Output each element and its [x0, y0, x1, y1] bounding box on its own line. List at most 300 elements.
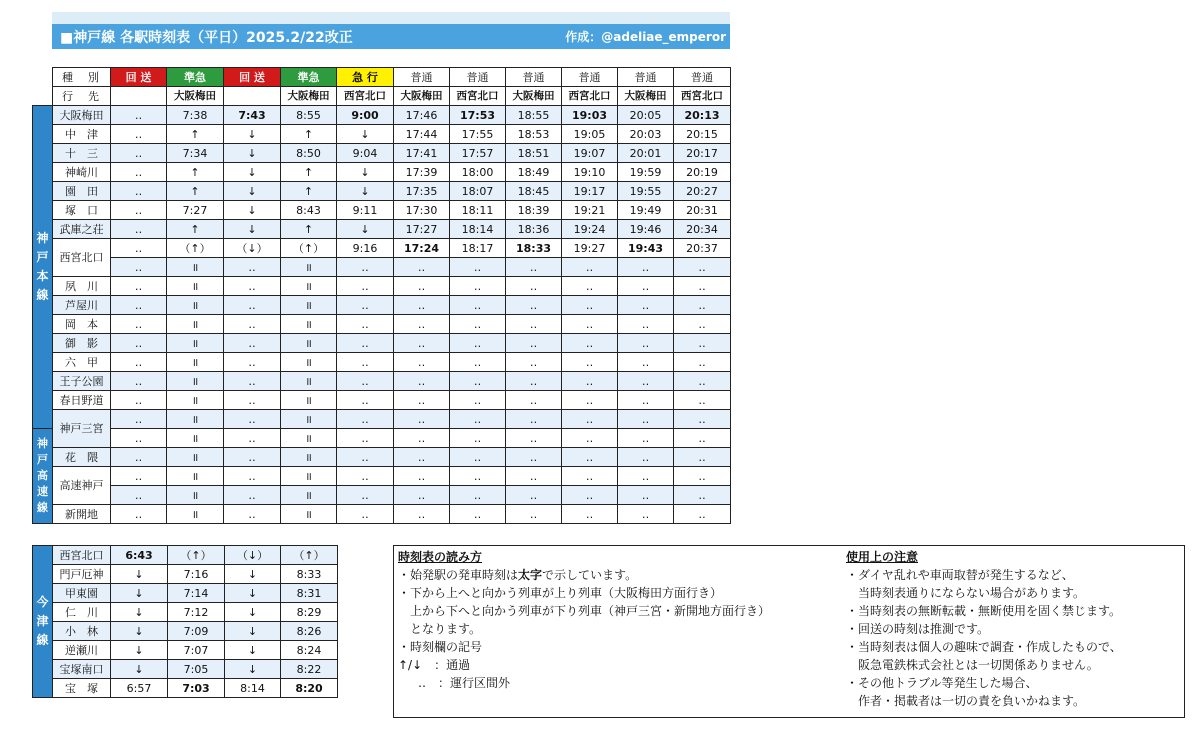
time-cell: 20:05: [618, 106, 674, 125]
legend-text: 阪急電鉄株式会社とは一切関係ありません。: [858, 658, 1099, 672]
time-cell: 7:05: [168, 660, 225, 679]
time-cell: 17:41: [394, 144, 450, 163]
time-cell: ॥: [281, 429, 337, 448]
time-cell: ‥: [394, 315, 450, 334]
time-cell: ‥: [337, 296, 394, 315]
time-cell: ॥: [281, 372, 337, 391]
time-cell: ↓: [225, 584, 281, 603]
time-cell: ॥: [281, 486, 337, 505]
station-row: [33, 505, 731, 524]
time-cell: 18:53: [506, 125, 562, 144]
time-cell: 17:46: [394, 106, 450, 125]
train-destination-cell: 大阪梅田: [618, 87, 674, 106]
station-name: 園 田: [53, 182, 111, 201]
time-cell: ‥: [111, 315, 167, 334]
imazu-line-timetable: [32, 545, 338, 698]
time-cell: ‥: [506, 315, 562, 334]
time-cell: ‥: [674, 486, 731, 505]
time-cell: ↓: [225, 660, 281, 679]
legend-line: [398, 638, 838, 656]
time-cell: 7:03: [168, 679, 225, 698]
time-cell: 17:55: [450, 125, 506, 144]
legend-text: となります。: [410, 622, 482, 636]
legend-line: [398, 656, 838, 674]
time-cell: ‥: [618, 410, 674, 429]
station-name: 小 林: [53, 622, 111, 641]
time-cell: 19:03: [562, 106, 618, 125]
station-name: 高速神戸: [53, 467, 111, 505]
train-destination-cell: 西宮北口: [450, 87, 506, 106]
time-cell: ‥: [562, 391, 618, 410]
train-type-cell: 普通: [562, 68, 618, 87]
time-cell: ‥: [562, 429, 618, 448]
time-cell: ‥: [111, 391, 167, 410]
legend-text: ・その他トラブル等発生した場合、: [846, 676, 1038, 690]
time-cell: 8:24: [281, 641, 338, 660]
time-cell: ‥: [394, 391, 450, 410]
time-cell: ↑: [281, 220, 337, 239]
time-cell: ॥: [167, 410, 224, 429]
time-cell: 9:04: [337, 144, 394, 163]
time-cell: ‥: [337, 334, 394, 353]
time-cell: ↓: [224, 182, 281, 201]
time-cell: ‥: [450, 410, 506, 429]
train-type-cell: 普通: [618, 68, 674, 87]
station-row: [33, 315, 731, 334]
station-name: 宝塚南口: [53, 660, 111, 679]
time-cell: ॥: [281, 353, 337, 372]
time-cell: ‥: [394, 486, 450, 505]
time-cell: 19:43: [618, 239, 674, 258]
time-cell: 17:27: [394, 220, 450, 239]
time-cell: 19:17: [562, 182, 618, 201]
time-cell: ‥: [562, 467, 618, 486]
time-cell: ‥: [111, 486, 167, 505]
time-cell: ॥: [281, 334, 337, 353]
time-cell: ‥: [674, 334, 731, 353]
station-row: [33, 603, 338, 622]
time-cell: ॥: [167, 353, 224, 372]
time-cell: 20:17: [674, 144, 731, 163]
time-cell: ‥: [562, 372, 618, 391]
line-name-char: 高: [37, 469, 48, 482]
time-cell: ‥: [674, 410, 731, 429]
time-cell: ‥: [111, 296, 167, 315]
time-cell: ↓: [225, 565, 281, 584]
time-cell: 18:51: [506, 144, 562, 163]
time-cell: 7:38: [167, 106, 224, 125]
time-cell: ‥: [394, 372, 450, 391]
time-cell: 19:46: [618, 220, 674, 239]
time-cell: ↑: [281, 163, 337, 182]
time-cell: ॥: [281, 391, 337, 410]
time-cell: ‥: [674, 429, 731, 448]
legend-line: [846, 692, 1181, 710]
time-cell: ‥: [562, 258, 618, 277]
time-cell: ‥: [224, 296, 281, 315]
time-cell: 17:35: [394, 182, 450, 201]
time-cell: ‥: [337, 505, 394, 524]
time-cell: ‥: [450, 334, 506, 353]
time-cell: ॥: [281, 505, 337, 524]
train-type-cell: 普通: [674, 68, 731, 87]
station-row: [33, 125, 731, 144]
time-cell: 17:39: [394, 163, 450, 182]
time-cell: ‥: [111, 467, 167, 486]
time-cell: 8:31: [281, 584, 338, 603]
time-cell: ‥: [111, 277, 167, 296]
train-type-cell: 普通: [506, 68, 562, 87]
legend-line: [398, 620, 838, 638]
line-name-char: 戸: [37, 453, 48, 466]
legend-title: 時刻表の読み方: [398, 550, 483, 564]
time-cell: ↓: [111, 660, 168, 679]
time-cell: 20:19: [674, 163, 731, 182]
time-cell: 7:34: [167, 144, 224, 163]
station-row: [33, 679, 338, 698]
author-credit: 作成：@adeliae_emperor: [565, 30, 726, 44]
time-cell: ‥: [618, 505, 674, 524]
destination-header-row: [33, 87, 731, 106]
time-cell: 18:49: [506, 163, 562, 182]
time-cell: ‥: [506, 410, 562, 429]
time-cell: ‥: [111, 258, 167, 277]
time-cell: 20:13: [674, 106, 731, 125]
time-cell: ↑: [167, 163, 224, 182]
time-cell: ‥: [562, 315, 618, 334]
time-cell: 8:20: [281, 679, 338, 698]
time-cell: 7:07: [168, 641, 225, 660]
station-name: 仁 川: [53, 603, 111, 622]
legend-line: [846, 620, 1181, 638]
station-name: 花 隈: [53, 448, 111, 467]
time-cell: ‥: [618, 372, 674, 391]
time-cell: ॥: [167, 334, 224, 353]
train-destination-cell: [111, 87, 167, 106]
time-cell: 19:21: [562, 201, 618, 220]
time-cell: ‥: [111, 239, 167, 258]
line-name-char: 神: [37, 437, 48, 450]
time-cell: ‥: [111, 505, 167, 524]
time-cell: 18:39: [506, 201, 562, 220]
time-cell: ‥: [394, 505, 450, 524]
station-name: 西宮北口: [53, 546, 111, 565]
time-cell: 18:55: [506, 106, 562, 125]
time-cell: ‥: [450, 353, 506, 372]
legend-line: [846, 674, 1181, 692]
legend-text: ↑/↓ ：通過: [398, 658, 471, 672]
station-row: [33, 353, 731, 372]
station-row: [33, 467, 731, 486]
station-name: 塚 口: [53, 201, 111, 220]
legend-text: ・下から上へと向かう列車が上り列車（大阪梅田方面行き）: [398, 586, 723, 600]
time-cell: ॥: [281, 258, 337, 277]
station-row: [33, 660, 338, 679]
time-cell: ‥: [337, 315, 394, 334]
time-cell: ‥: [337, 448, 394, 467]
time-cell: ‥: [506, 448, 562, 467]
time-cell: ॥: [281, 315, 337, 334]
time-cell: 6:43: [111, 546, 168, 565]
time-cell: ↓: [111, 565, 168, 584]
time-cell: ‥: [674, 448, 731, 467]
station-name: 十 三: [53, 144, 111, 163]
time-cell: 17:57: [450, 144, 506, 163]
time-cell: 18:36: [506, 220, 562, 239]
time-cell: ॥: [167, 505, 224, 524]
time-cell: 19:55: [618, 182, 674, 201]
type-header-row: [33, 68, 731, 87]
line-name-char: 線: [37, 501, 48, 514]
time-cell: ↓: [225, 622, 281, 641]
time-cell: ‥: [562, 277, 618, 296]
time-cell: 17:24: [394, 239, 450, 258]
legend-text: ‥ ：運行区間外: [418, 676, 511, 690]
time-cell: ‥: [111, 372, 167, 391]
station-name: 夙 川: [53, 277, 111, 296]
legend-box: [393, 545, 1185, 718]
time-cell: ‥: [450, 448, 506, 467]
time-cell: 20:31: [674, 201, 731, 220]
time-cell: ‥: [224, 467, 281, 486]
station-name: 大阪梅田: [53, 106, 111, 125]
time-cell: ‥: [394, 334, 450, 353]
header-bar: [52, 24, 730, 49]
line-name-char: 津: [36, 614, 49, 628]
time-cell: ॥: [167, 448, 224, 467]
time-cell: ‥: [450, 505, 506, 524]
time-cell: ↓: [225, 641, 281, 660]
legend-line: [846, 584, 1181, 602]
time-cell: ‥: [618, 353, 674, 372]
time-cell: ↓: [111, 641, 168, 660]
time-cell: ‥: [111, 353, 167, 372]
time-cell: ‥: [506, 334, 562, 353]
station-name: 王子公園: [53, 372, 111, 391]
legend-line: [398, 566, 838, 584]
time-cell: ‥: [618, 296, 674, 315]
time-cell: ‥: [674, 505, 731, 524]
header-stripe: [52, 12, 730, 24]
time-cell: ‥: [111, 429, 167, 448]
line-name-char: 戸: [36, 250, 49, 264]
time-cell: ॥: [281, 467, 337, 486]
time-cell: ‥: [674, 258, 731, 277]
line-name-char: 線: [36, 288, 49, 302]
how-to-read-section: [398, 548, 838, 692]
line-name-cell: [33, 106, 53, 429]
station-row: [33, 106, 731, 125]
time-cell: 20:27: [674, 182, 731, 201]
time-cell: 20:01: [618, 144, 674, 163]
line-name-char: 本: [36, 269, 49, 283]
time-cell: ‥: [674, 315, 731, 334]
time-cell: 8:43: [281, 201, 337, 220]
time-cell: （↓）: [225, 546, 281, 565]
time-cell: ↓: [224, 144, 281, 163]
legend-line: [846, 638, 1181, 656]
station-name: 岡 本: [53, 315, 111, 334]
time-cell: 8:29: [281, 603, 338, 622]
time-cell: 20:15: [674, 125, 731, 144]
time-cell: ‥: [337, 486, 394, 505]
time-cell: 18:11: [450, 201, 506, 220]
station-row: [33, 334, 731, 353]
station-row: [33, 182, 731, 201]
time-cell: ‥: [224, 505, 281, 524]
destination-label: 行 先: [53, 87, 111, 106]
time-cell: （↑）: [281, 546, 338, 565]
usage-notes-section: [846, 548, 1181, 710]
time-cell: ↑: [167, 220, 224, 239]
time-cell: ‥: [618, 258, 674, 277]
time-cell: ‥: [562, 334, 618, 353]
time-cell: ‥: [394, 467, 450, 486]
time-cell: ॥: [167, 296, 224, 315]
time-cell: （↑）: [281, 239, 337, 258]
time-cell: ‥: [224, 258, 281, 277]
station-name: 神崎川: [53, 163, 111, 182]
time-cell: ‥: [506, 467, 562, 486]
corner-cell: [33, 68, 53, 87]
train-destination-cell: 西宮北口: [337, 87, 394, 106]
time-cell: 19:05: [562, 125, 618, 144]
station-row: [33, 144, 731, 163]
time-cell: ‥: [450, 258, 506, 277]
time-cell: 8:14: [225, 679, 281, 698]
legend-text: ・ダイヤ乱れや車両取替が発生するなど、: [846, 568, 1074, 582]
time-cell: ‥: [506, 372, 562, 391]
time-cell: 9:11: [337, 201, 394, 220]
time-cell: ‥: [111, 220, 167, 239]
train-type-cell: 回 送: [224, 68, 281, 87]
legend-line: [398, 584, 838, 602]
time-cell: ‥: [224, 448, 281, 467]
time-cell: ‥: [224, 429, 281, 448]
train-destination-cell: 大阪梅田: [281, 87, 337, 106]
line-name-char: 今: [36, 595, 49, 609]
time-cell: ‥: [224, 353, 281, 372]
station-row: [33, 372, 731, 391]
time-cell: ‥: [450, 429, 506, 448]
time-cell: 19:27: [562, 239, 618, 258]
time-cell: ‥: [111, 334, 167, 353]
time-cell: ‥: [224, 410, 281, 429]
train-destination-cell: 大阪梅田: [167, 87, 224, 106]
time-cell: 17:44: [394, 125, 450, 144]
station-name: 芦屋川: [53, 296, 111, 315]
legend-line: [846, 566, 1181, 584]
time-cell: 9:00: [337, 106, 394, 125]
time-cell: 7:43: [224, 106, 281, 125]
time-cell: 19:49: [618, 201, 674, 220]
time-cell: ‥: [450, 486, 506, 505]
time-cell: 19:24: [562, 220, 618, 239]
time-cell: ॥: [167, 277, 224, 296]
train-type-cell: 普通: [394, 68, 450, 87]
time-cell: ‥: [562, 486, 618, 505]
time-cell: ↓: [224, 220, 281, 239]
time-cell: ‥: [337, 353, 394, 372]
line-name-cell: [33, 429, 53, 524]
station-row: [33, 448, 731, 467]
time-cell: ↓: [224, 201, 281, 220]
time-cell: ‥: [562, 410, 618, 429]
time-cell: ‥: [394, 353, 450, 372]
station-name: 春日野道: [53, 391, 111, 410]
time-cell: ॥: [281, 296, 337, 315]
time-cell: 7:12: [168, 603, 225, 622]
time-cell: ‥: [111, 410, 167, 429]
station-name: 六 甲: [53, 353, 111, 372]
time-cell: ‥: [111, 163, 167, 182]
legend-text: ・回送の時刻は推測です。: [846, 622, 990, 636]
time-cell: ॥: [281, 410, 337, 429]
time-cell: ॥: [167, 429, 224, 448]
time-cell: ‥: [618, 429, 674, 448]
time-cell: ॥: [167, 467, 224, 486]
time-cell: ↓: [111, 603, 168, 622]
station-name: 神戸三宮: [53, 410, 111, 448]
line-name-char: 線: [36, 633, 49, 647]
legend-text: 作者・掲載者は一切の責を負いかねます。: [858, 694, 1086, 708]
time-cell: ↓: [337, 182, 394, 201]
time-cell: 6:57: [111, 679, 168, 698]
time-cell: ↓: [225, 603, 281, 622]
time-cell: ‥: [111, 144, 167, 163]
legend-text: 上から下へと向かう列車が下り列車（神戸三宮・新開地方面行き）: [410, 604, 771, 618]
time-cell: ‥: [506, 429, 562, 448]
time-cell: 18:07: [450, 182, 506, 201]
time-cell: （↑）: [167, 239, 224, 258]
time-cell: ‥: [111, 106, 167, 125]
time-cell: 7:09: [168, 622, 225, 641]
time-cell: 8:33: [281, 565, 338, 584]
station-name: 武庫之荘: [53, 220, 111, 239]
time-cell: ‥: [337, 258, 394, 277]
time-cell: ‥: [394, 410, 450, 429]
time-cell: 8:55: [281, 106, 337, 125]
station-row: [33, 296, 731, 315]
time-cell: ‥: [618, 277, 674, 296]
station-row: [33, 565, 338, 584]
station-name: 中 津: [53, 125, 111, 144]
station-row: [33, 641, 338, 660]
time-cell: ↓: [111, 584, 168, 603]
time-cell: ॥: [167, 391, 224, 410]
time-cell: 20:34: [674, 220, 731, 239]
time-cell: ॥: [167, 372, 224, 391]
time-cell: ‥: [394, 429, 450, 448]
legend-text: ・当時刻表の無断転載・無断使用を固く禁じます。: [846, 604, 1122, 618]
page-title: ■神戸線 各駅時刻表（平日）2025.2/22改正: [60, 29, 353, 46]
corner-cell: [33, 87, 53, 106]
time-cell: ‥: [674, 277, 731, 296]
time-cell: ‥: [394, 296, 450, 315]
time-cell: ‥: [562, 505, 618, 524]
legend-title: 使用上の注意: [846, 550, 919, 564]
time-cell: ‥: [674, 467, 731, 486]
time-cell: ‥: [224, 486, 281, 505]
time-cell: ‥: [562, 448, 618, 467]
station-name: 西宮北口: [53, 239, 111, 277]
time-cell: ‥: [450, 296, 506, 315]
time-cell: 18:17: [450, 239, 506, 258]
train-type-cell: 準急: [281, 68, 337, 87]
time-cell: ‥: [618, 486, 674, 505]
legend-line: [846, 602, 1181, 620]
train-destination-cell: 西宮北口: [562, 87, 618, 106]
